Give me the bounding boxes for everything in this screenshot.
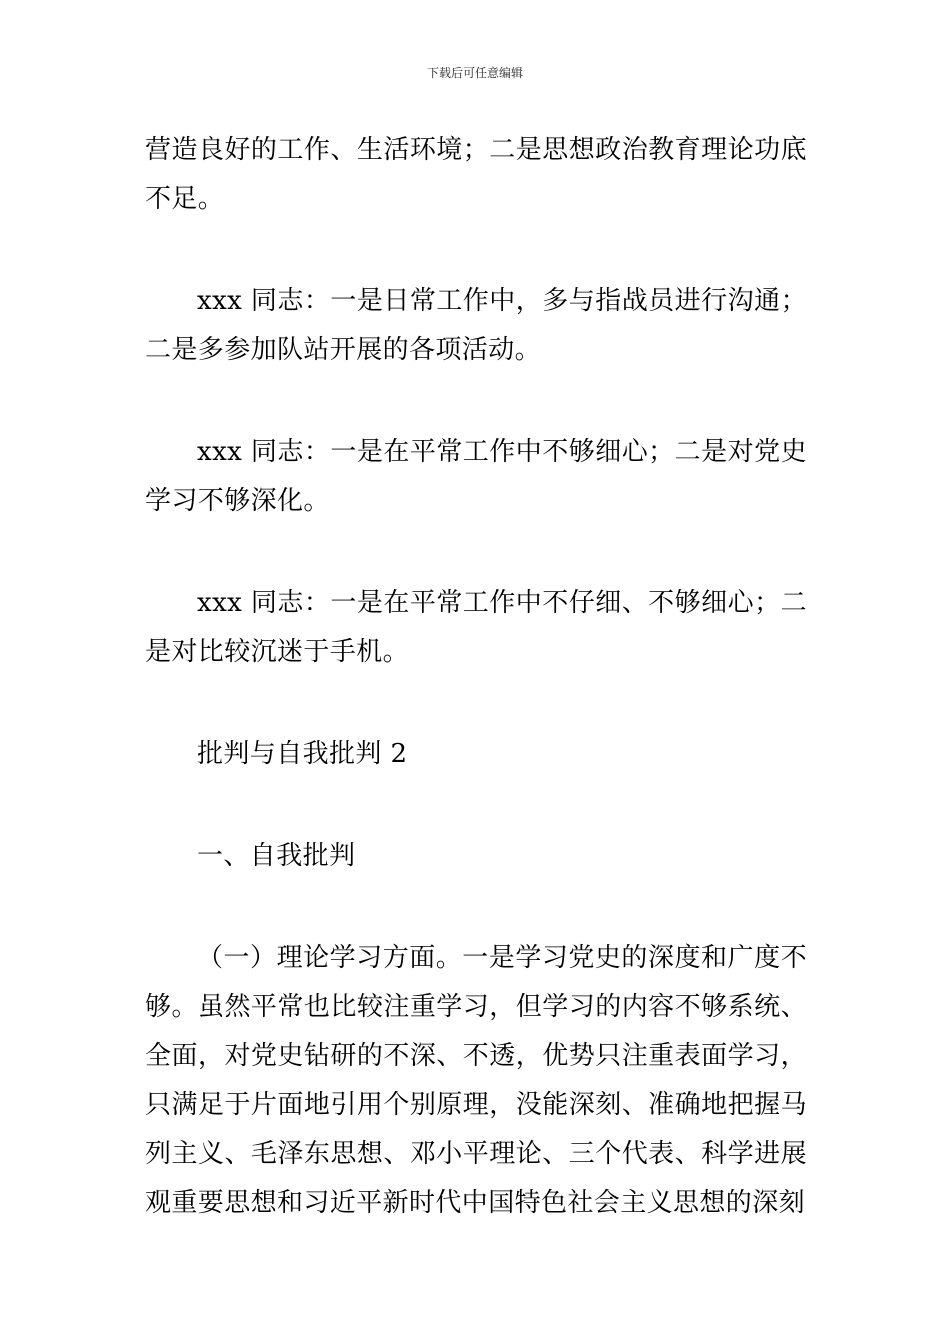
paragraph-4: xxx 同志：一是在平常工作中不仔细、不够细心；二是对比较沉迷于手机。 (145, 588, 807, 667)
paragraph-1: 营造良好的工作、生活环境；二是思想政治教育理论功底不足。 (145, 135, 807, 214)
paragraph-5: （一）理论学习方面。一是学习党史的深度和广度不够。虽然平常也比较注重学习，但学习的内容不够系统、全面，对党史钻研的不深、不透，优势只注重表面学习，只满足于片面地引用个别原理，没能深刻、准确地把握马列主义、毛泽东思想、邓小平理论、三个代表、科学进展观重要思想和习近平新时代中国特色社会主义思想的深刻 (145, 943, 807, 1218)
page-header: 下载后可任意编辑 (426, 66, 523, 80)
document-body (145, 126, 807, 1228)
section-title: 批判与自我批判 2 (197, 739, 408, 769)
paragraph-2: xxx 同志：一是日常工作中，多与指战员进行沟通；二是多参加队站开展的各项活动。 (145, 286, 807, 365)
section-heading: 一、自我批判 (197, 841, 356, 871)
paragraph-3: xxx 同志：一是在平常工作中不够细心；二是对党史学习不够深化。 (145, 437, 807, 516)
